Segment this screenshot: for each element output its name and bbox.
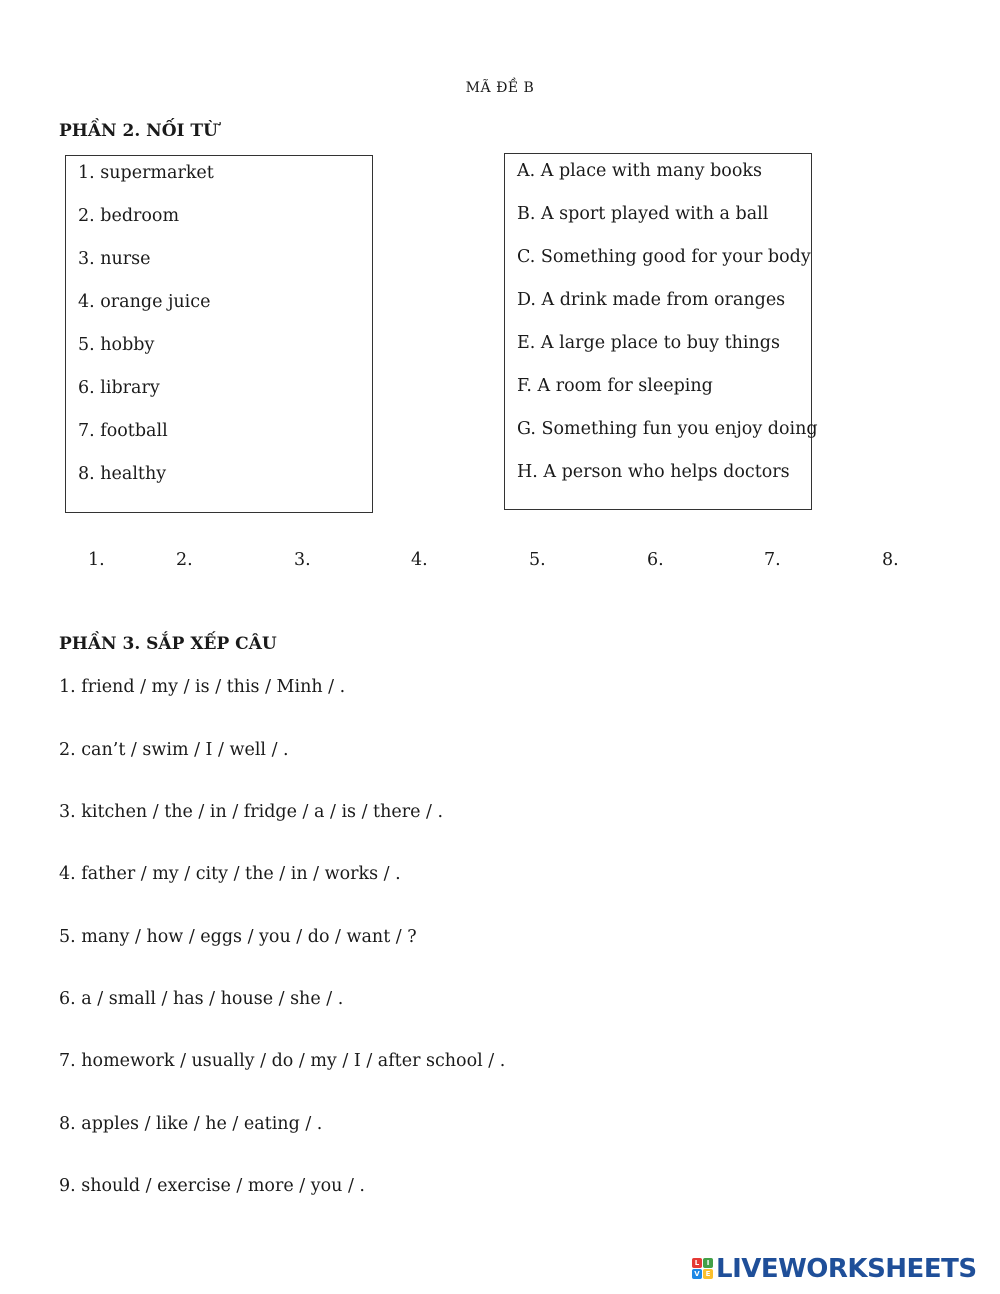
answer-slot-1[interactable]: 1. <box>88 550 105 570</box>
word-item: 7. football <box>78 421 168 441</box>
sentence-item: 8. apples / like / he / eating / . <box>59 1114 323 1134</box>
definition-item: F. A room for sleeping <box>517 376 713 396</box>
sentence-item: 1. friend / my / is / this / Minh / . <box>59 677 346 697</box>
definition-item: D. A drink made from oranges <box>517 290 786 310</box>
logo-text: LIVEWORKSHEETS <box>716 1254 977 1284</box>
definition-item: C. Something good for your body <box>517 247 811 267</box>
liveworksheets-logo-icon <box>692 1258 714 1280</box>
part2-title: PHẦN 2. NỐI TỪ <box>59 121 218 141</box>
sentence-item: 2. can’t / swim / I / well / . <box>59 740 289 760</box>
sentence-item: 9. should / exercise / more / you / . <box>59 1176 365 1196</box>
sentence-item: 6. a / small / has / house / she / . <box>59 989 344 1009</box>
logo-square-l: L <box>692 1258 702 1268</box>
answer-slot-7[interactable]: 7. <box>764 550 781 570</box>
word-item: 5. hobby <box>78 335 155 355</box>
answer-slot-6[interactable]: 6. <box>647 550 664 570</box>
word-item: 2. bedroom <box>78 206 180 226</box>
sentence-item: 5. many / how / eggs / you / do / want / ? <box>59 927 417 947</box>
definition-item: E. A large place to buy things <box>517 333 780 353</box>
exam-code: MÃ ĐỀ B <box>465 80 535 96</box>
definition-item: H. A person who helps doctors <box>517 462 790 482</box>
answer-slot-4[interactable]: 4. <box>411 550 428 570</box>
sentence-item: 4. father / my / city / the / in / works / . <box>59 864 401 884</box>
logo-square-i: I <box>703 1258 713 1268</box>
answer-slot-2[interactable]: 2. <box>176 550 193 570</box>
definition-item: B. A sport played with a ball <box>517 204 769 224</box>
word-item: 4. orange juice <box>78 292 211 312</box>
part3-title: PHẦN 3. SẮP XẾP CÂU <box>59 634 277 654</box>
words-box <box>65 155 373 513</box>
sentence-item: 7. homework / usually / do / my / I / after school / . <box>59 1051 506 1071</box>
definition-item: G. Something fun you enjoy doing <box>517 419 818 439</box>
liveworksheets-logo <box>692 1254 977 1284</box>
word-item: 6. library <box>78 378 160 398</box>
sentence-item: 3. kitchen / the / in / fridge / a / is / there / . <box>59 802 444 822</box>
logo-square-v: V <box>692 1269 702 1279</box>
word-item: 8. healthy <box>78 464 167 484</box>
answer-slot-8[interactable]: 8. <box>882 550 899 570</box>
word-item: 3. nurse <box>78 249 151 269</box>
definitions-box <box>504 153 818 510</box>
definition-item: A. A place with many books <box>517 161 762 181</box>
logo-square-e: E <box>703 1269 713 1279</box>
word-item: 1. supermarket <box>78 163 214 183</box>
answer-slot-5[interactable]: 5. <box>529 550 546 570</box>
answer-slot-3[interactable]: 3. <box>294 550 311 570</box>
